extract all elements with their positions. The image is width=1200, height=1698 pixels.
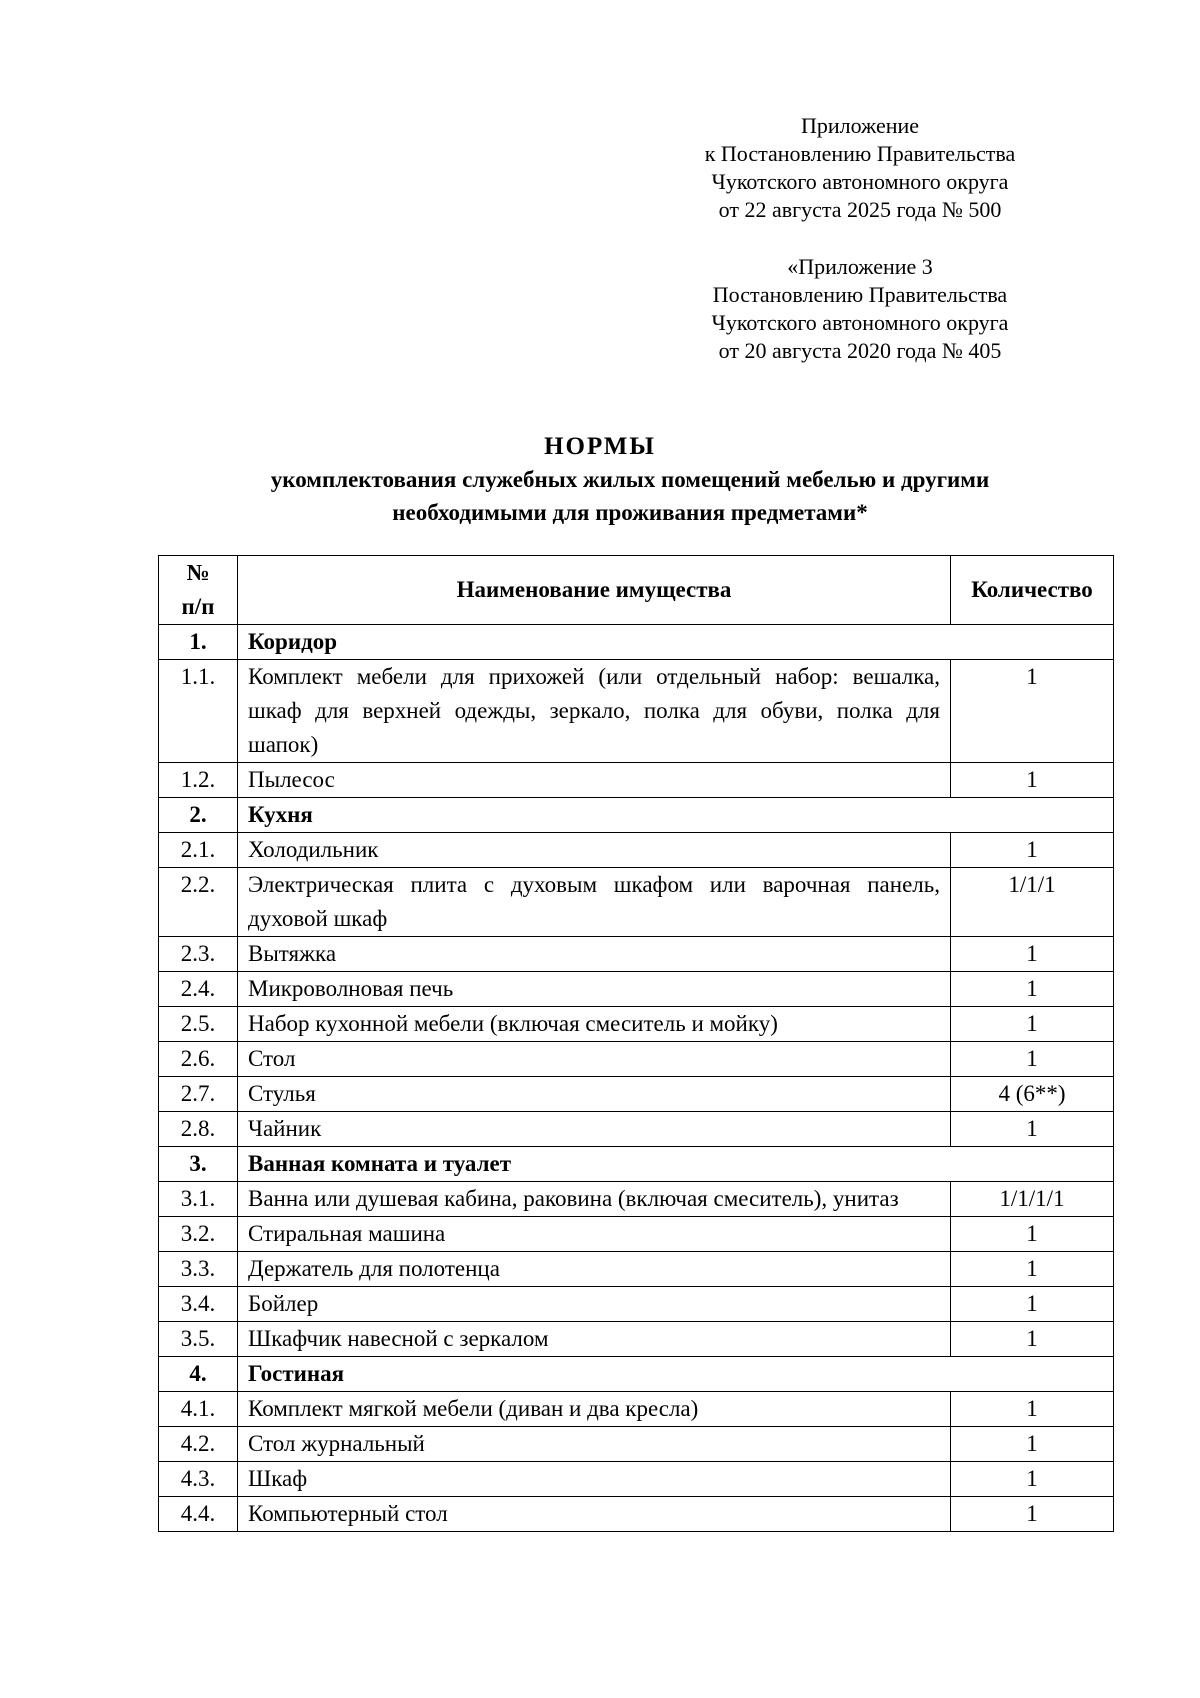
item-number: 4.3. — [159, 1462, 238, 1497]
item-quantity: 1 — [951, 972, 1114, 1007]
appendix-line: к Постановлению Правительства — [704, 141, 1016, 166]
item-name: Набор кухонной мебели (включая смеситель и мойку) — [238, 1007, 951, 1042]
item-quantity: 1/1/1/1 — [951, 1182, 1114, 1217]
item-quantity: 1 — [951, 660, 1114, 763]
amended-appendix-line: Постановлению Правительства — [712, 282, 1008, 307]
item-name: Ванна или душевая кабина, раковина (включая смеситель), унитаз — [238, 1182, 951, 1217]
section-title: Коридор — [238, 625, 1114, 660]
item-name: Шкафчик навесной с зеркалом — [238, 1322, 951, 1357]
section-title: Ванная комната и туалет — [238, 1147, 1114, 1182]
document-subtitle — [140, 463, 1120, 529]
column-header-number-line: № — [186, 560, 210, 585]
column-header-number-line: п/п — [181, 594, 215, 619]
section-row — [159, 1357, 1114, 1392]
section-title: Гостиная — [238, 1357, 1114, 1392]
table-row — [159, 1287, 1114, 1322]
item-number: 3.1. — [159, 1182, 238, 1217]
item-number: 1.1. — [159, 660, 238, 763]
item-number: 2.4. — [159, 972, 238, 1007]
table-row — [159, 1007, 1114, 1042]
item-quantity: 1 — [951, 1042, 1114, 1077]
table-row — [159, 1497, 1114, 1532]
section-number: 1. — [159, 625, 238, 660]
item-number: 3.3. — [159, 1252, 238, 1287]
item-name: Стулья — [238, 1077, 951, 1112]
table-row — [159, 1182, 1114, 1217]
table-row — [159, 868, 1114, 937]
item-number: 4.2. — [159, 1427, 238, 1462]
appendix-line: Приложение — [800, 113, 920, 138]
item-quantity: 1/1/1 — [951, 868, 1114, 937]
item-number: 2.2. — [159, 868, 238, 937]
item-name: Электрическая плита с духовым шкафом или варочная панель, духовой шкаф — [238, 868, 951, 937]
appendix-header — [650, 112, 1070, 224]
item-name: Комплект мягкой мебели (диван и два кресла) — [238, 1392, 951, 1427]
appendix-line: Чукотского автономного округа — [711, 169, 1009, 194]
table-row — [159, 1077, 1114, 1112]
table-row — [159, 1217, 1114, 1252]
amended-appendix-line: от 20 августа 2020 года № 405 — [718, 338, 1002, 363]
subtitle-line: необходимыми для проживания предметами* — [392, 500, 868, 525]
item-quantity: 1 — [951, 1252, 1114, 1287]
item-name: Держатель для полотенца — [238, 1252, 951, 1287]
amended-appendix-line: «Приложение 3 — [787, 254, 933, 279]
table-row — [159, 1427, 1114, 1462]
item-quantity: 1 — [951, 1427, 1114, 1462]
item-quantity: 1 — [951, 1287, 1114, 1322]
item-name: Стол — [238, 1042, 951, 1077]
item-quantity: 4 (6**) — [951, 1077, 1114, 1112]
item-name: Пылесос — [238, 763, 951, 798]
subtitle-line: укомплектования служебных жилых помещений мебелью и другими — [270, 467, 990, 492]
item-number: 3.2. — [159, 1217, 238, 1252]
item-number: 4.4. — [159, 1497, 238, 1532]
table-row — [159, 1112, 1114, 1147]
table-row — [159, 660, 1114, 763]
section-title: Кухня — [238, 798, 1114, 833]
item-name: Холодильник — [238, 833, 951, 868]
item-name: Чайник — [238, 1112, 951, 1147]
column-header-number — [159, 556, 238, 625]
item-name: Бойлер — [238, 1287, 951, 1322]
item-name: Компьютерный стол — [238, 1497, 951, 1532]
table-row — [159, 1462, 1114, 1497]
item-name: Комплект мебели для прихожей (или отдельный набор: вешалка, шкаф для верхней одежды, зеркало, полка для обуви, полка для шапок) — [238, 660, 951, 763]
item-name: Стол журнальный — [238, 1427, 951, 1462]
item-quantity: 1 — [951, 1462, 1114, 1497]
section-number: 4. — [159, 1357, 238, 1392]
item-quantity: 1 — [951, 763, 1114, 798]
item-number: 2.7. — [159, 1077, 238, 1112]
item-quantity: 1 — [951, 937, 1114, 972]
item-number: 3.4. — [159, 1287, 238, 1322]
section-number: 3. — [159, 1147, 238, 1182]
item-name: Шкаф — [238, 1462, 951, 1497]
table-row — [159, 763, 1114, 798]
item-quantity: 1 — [951, 833, 1114, 868]
item-quantity: 1 — [951, 1392, 1114, 1427]
table-row — [159, 1042, 1114, 1077]
item-name: Микроволновая печь — [238, 972, 951, 1007]
item-number: 2.6. — [159, 1042, 238, 1077]
item-quantity: 1 — [951, 1112, 1114, 1147]
item-name: Стиральная машина — [238, 1217, 951, 1252]
item-number: 2.1. — [159, 833, 238, 868]
table-header-row — [159, 556, 1114, 625]
norms-table — [158, 555, 1114, 1532]
section-number: 2. — [159, 798, 238, 833]
table-row — [159, 1392, 1114, 1427]
item-quantity: 1 — [951, 1497, 1114, 1532]
column-header-name: Наименование имущества — [238, 556, 951, 625]
item-number: 2.5. — [159, 1007, 238, 1042]
item-name: Вытяжка — [238, 937, 951, 972]
item-quantity: 1 — [951, 1322, 1114, 1357]
amended-appendix-header — [650, 253, 1070, 365]
table-body — [159, 625, 1114, 1532]
column-header-quantity: Количество — [951, 556, 1114, 625]
item-number: 3.5. — [159, 1322, 238, 1357]
table-row — [159, 1322, 1114, 1357]
table-row — [159, 833, 1114, 868]
item-number: 2.3. — [159, 937, 238, 972]
section-row — [159, 798, 1114, 833]
section-row — [159, 1147, 1114, 1182]
item-quantity: 1 — [951, 1007, 1114, 1042]
table-row — [159, 1252, 1114, 1287]
table-row — [159, 937, 1114, 972]
item-quantity: 1 — [951, 1217, 1114, 1252]
item-number: 2.8. — [159, 1112, 238, 1147]
appendix-line: от 22 августа 2025 года № 500 — [718, 197, 1002, 222]
item-number: 4.1. — [159, 1392, 238, 1427]
table-row — [159, 972, 1114, 1007]
document-title: НОРМЫ — [544, 433, 656, 460]
amended-appendix-line: Чукотского автономного округа — [711, 310, 1009, 335]
item-number: 1.2. — [159, 763, 238, 798]
section-row — [159, 625, 1114, 660]
